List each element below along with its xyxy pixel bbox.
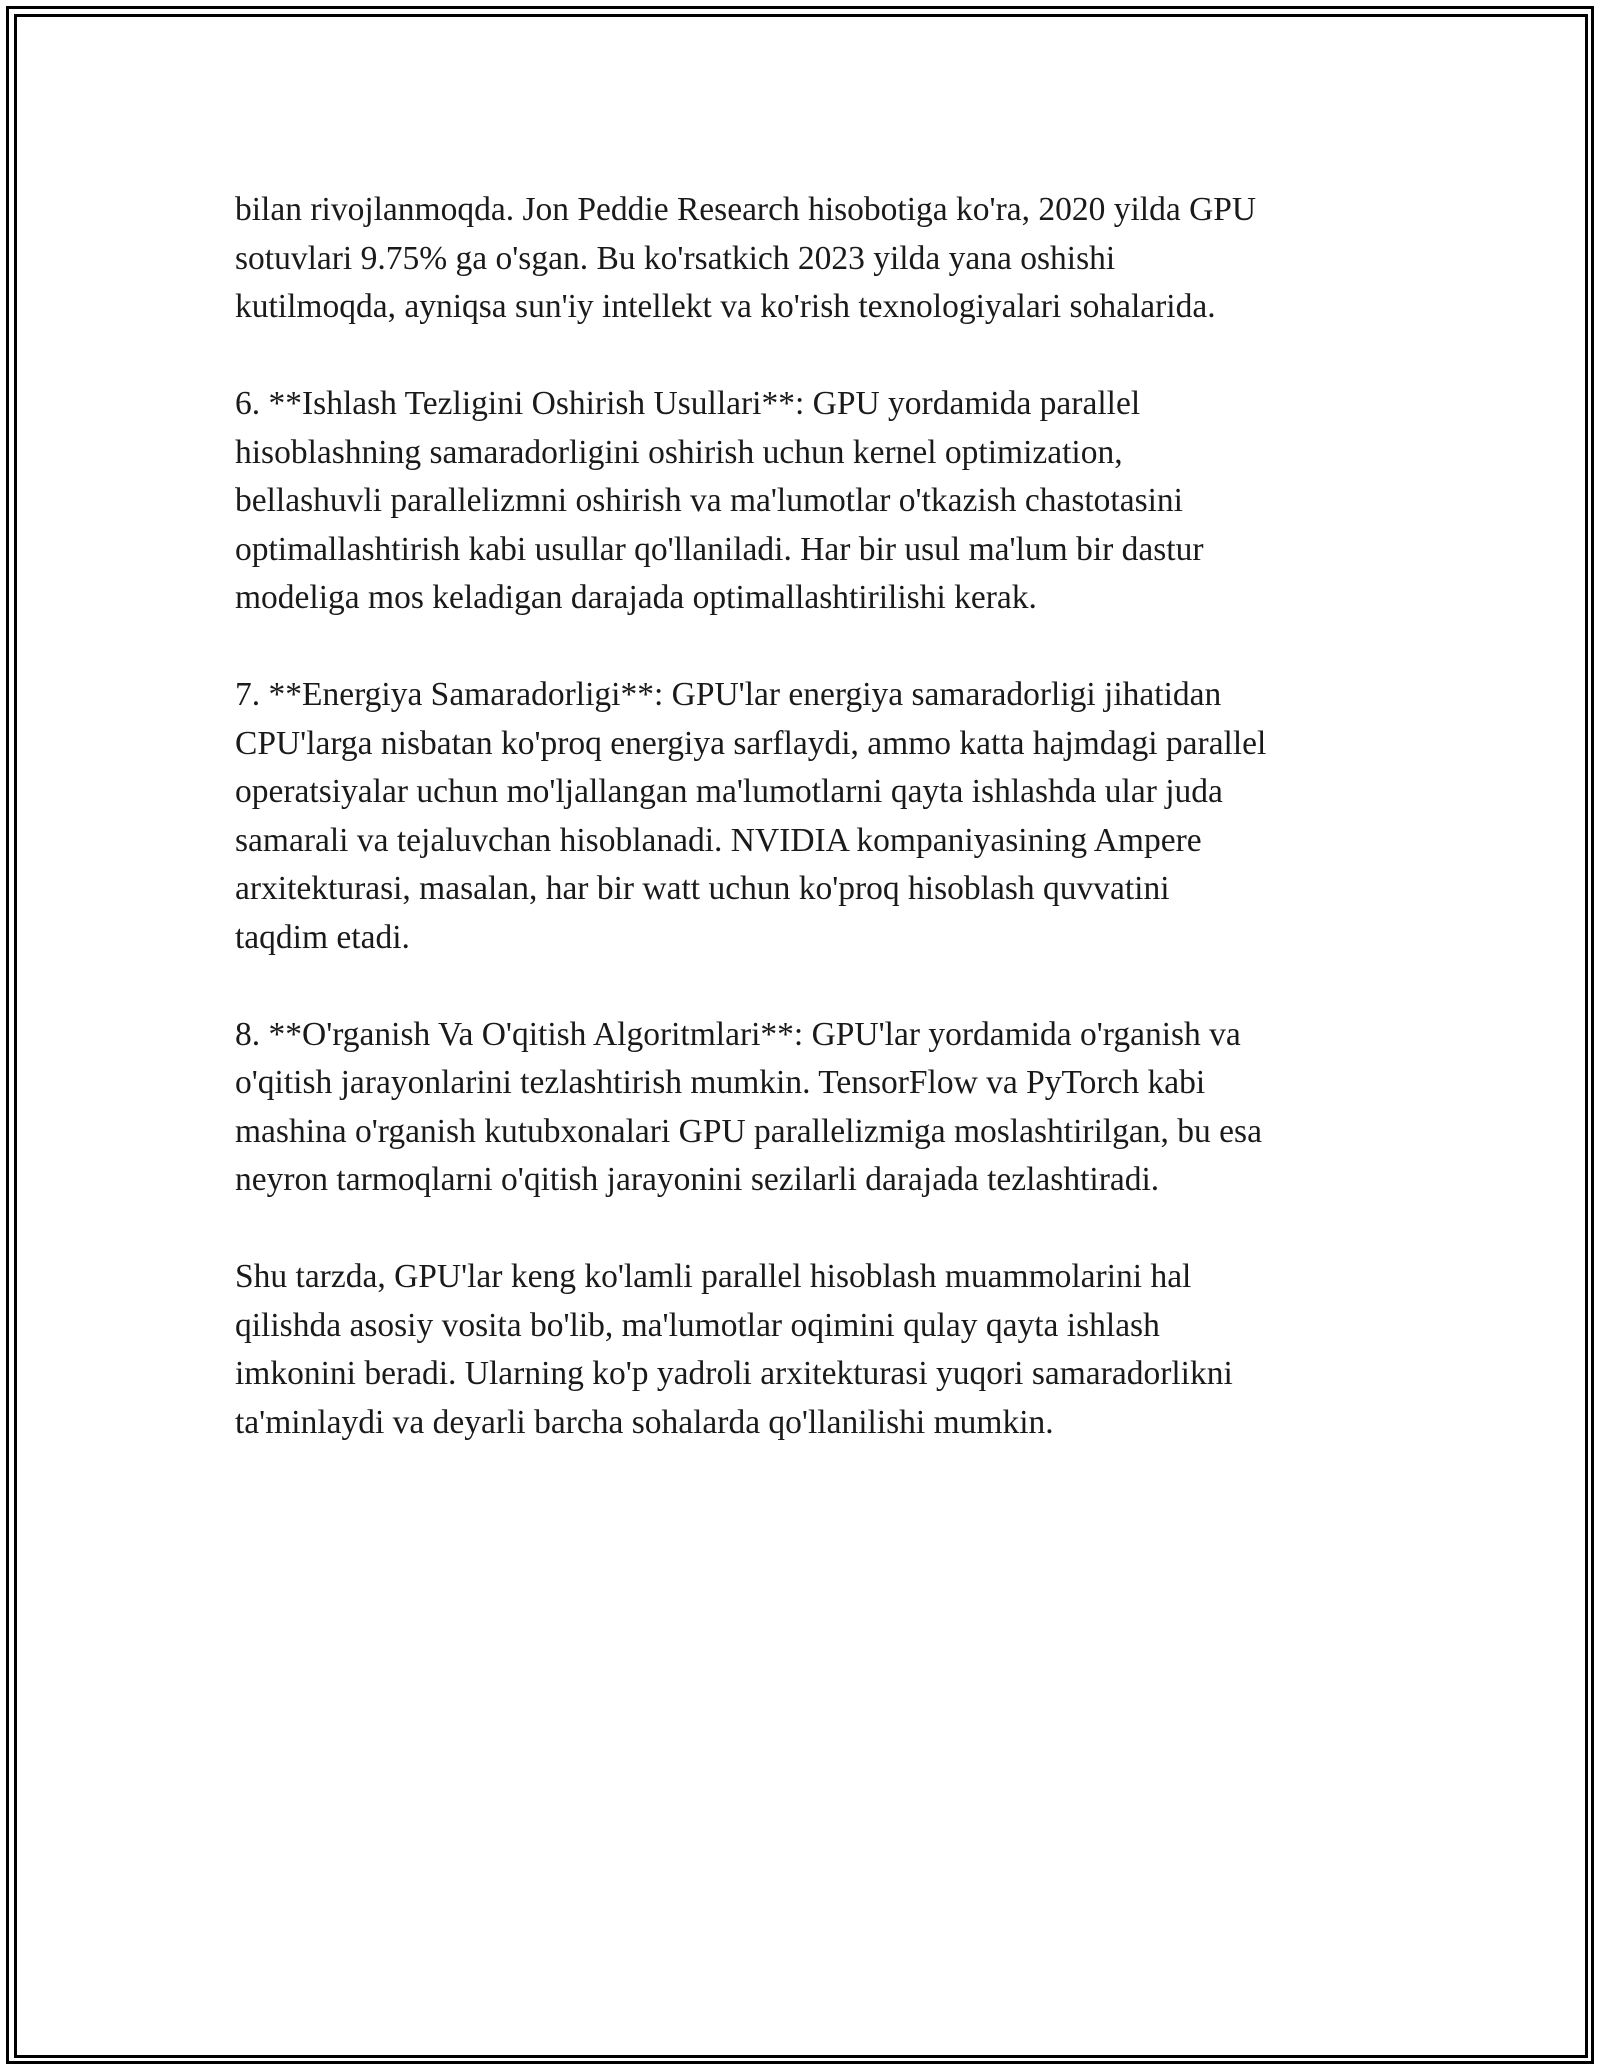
text-line: sotuvlari 9.75% ga o'sgan. Bu ko'rsatkich 2023 yilda yana oshishi bbox=[235, 239, 1116, 277]
text-line: mashina o'rganish kutubxonalari GPU parallelizmiga moslashtirilgan, bu esa bbox=[235, 1112, 1262, 1150]
text-line: arxitekturasi, masalan, har bir watt uchun ko'proq hisoblash quvvatini bbox=[235, 870, 1170, 907]
text-line: 8. **O'rganish Va O'qitish Algoritmlari**: GPU'lar yordamida o'rganish va bbox=[235, 1015, 1241, 1053]
text-line: ta'minlaydi va deyarli barcha sohalarda qo'llanilishi mumkin. bbox=[235, 1403, 1054, 1441]
text-line: optimallashtirish kabi usullar qo'llaniladi. Har bir usul ma'lum bir dastur bbox=[235, 530, 1204, 568]
text-line: 7. **Energiya Samaradorligi**: GPU'lar energiya samaradorligi jihatidan bbox=[235, 676, 1222, 713]
paragraph-gpu-sales bbox=[235, 186, 1385, 332]
text-line: imkonini beradi. Ularning ko'p yadroli arxitekturasi yuqori samaradorlikni bbox=[235, 1355, 1233, 1392]
text-line: modeliga mos keladigan darajada optimallashtirilishi kerak. bbox=[235, 579, 1037, 616]
text-line: operatsiyalar uchun mo'ljallangan ma'lumotlarni qayta ishlashda ular juda bbox=[235, 773, 1223, 810]
text-line: taqdim etadi. bbox=[235, 918, 410, 956]
text-line: bilan rivojlanmoqda. Jon Peddie Research hisobotiga ko'ra, 2020 yilda GPU bbox=[235, 191, 1257, 228]
text-line: CPU'larga nisbatan ko'proq energiya sarflaydi, ammo katta hajmdagi parallel bbox=[235, 724, 1267, 762]
text-line: 6. **Ishlash Tezligini Oshirish Usullari**: GPU yordamida parallel bbox=[235, 385, 1141, 422]
paragraph-conclusion bbox=[235, 1253, 1385, 1447]
text-line: hisoblashning samaradorligini oshirish uchun kernel optimization, bbox=[235, 433, 1123, 471]
text-line: bellashuvli parallelizmni oshirish va ma'lumotlar o'tkazish chastotasini bbox=[235, 482, 1183, 519]
paragraph-item-8 bbox=[235, 1011, 1385, 1205]
text-line: kutilmoqda, ayniqsa sun'iy intellekt va ko'rish texnologiyalari sohalarida. bbox=[235, 288, 1216, 325]
text-line: Shu tarzda, GPU'lar keng ko'lamli parallel hisoblash muammolarini hal bbox=[235, 1258, 1192, 1295]
paragraph-item-6 bbox=[235, 380, 1385, 623]
text-line: neyron tarmoqlarni o'qitish jarayonini sezilarli darajada tezlashtiradi. bbox=[235, 1161, 1160, 1198]
text-line: qilishda asosiy vosita bo'lib, ma'lumotlar oqimini qulay qayta ishlash bbox=[235, 1306, 1160, 1344]
text-line: samarali va tejaluvchan hisoblanadi. NVIDIA kompaniyasining Ampere bbox=[235, 821, 1202, 859]
paragraph-item-7 bbox=[235, 671, 1385, 962]
document-body bbox=[235, 186, 1385, 1447]
text-line: o'qitish jarayonlarini tezlashtirish mumkin. TensorFlow va PyTorch kabi bbox=[235, 1064, 1206, 1101]
